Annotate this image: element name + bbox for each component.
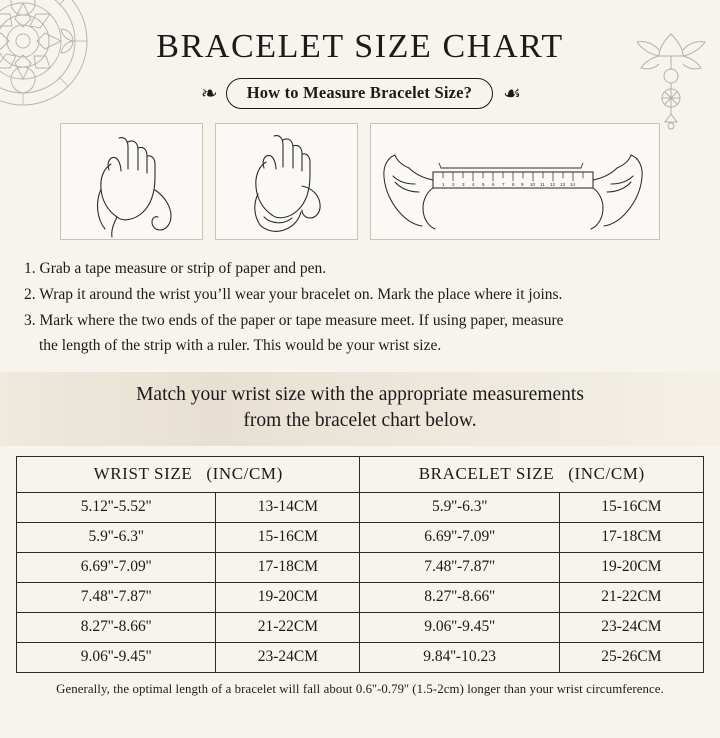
cell-wrist-inch: 8.27''-8.66'' (17, 612, 216, 642)
cell-wrist-cm: 23-24CM (216, 642, 360, 672)
match-size-banner (0, 372, 720, 445)
cell-wrist-inch: 7.48''-7.87'' (17, 582, 216, 612)
illustration-hand-wrapping-wrist (215, 123, 358, 240)
cell-wrist-inch: 5.12''-5.52'' (17, 492, 216, 522)
step-number: 2. (24, 286, 36, 304)
cell-bracelet-inch: 5.9''-6.3'' (360, 492, 559, 522)
cell-wrist-cm: 21-22CM (216, 612, 360, 642)
cell-wrist-inch: 9.06''-9.45'' (17, 642, 216, 672)
svg-text:5: 5 (482, 182, 485, 187)
cell-bracelet-cm: 25-26CM (559, 642, 703, 672)
svg-text:2: 2 (452, 182, 455, 187)
svg-text:9: 9 (521, 182, 524, 187)
step-text-continued: the length of the strip with a ruler. This would be your wrist size. (39, 337, 442, 355)
cell-wrist-cm: 13-14CM (216, 492, 360, 522)
svg-text:1: 1 (442, 182, 445, 187)
column-header-wrist-unit: (INC/CM) (206, 463, 283, 483)
cell-bracelet-inch: 8.27''-8.66'' (360, 582, 559, 612)
illustration-hand-with-tape-measure (60, 123, 203, 240)
cell-bracelet-inch: 9.06''-9.45'' (360, 612, 559, 642)
cell-bracelet-cm: 21-22CM (559, 582, 703, 612)
cell-bracelet-inch: 9.84''-10.23 (360, 642, 559, 672)
illustration-row (0, 123, 720, 240)
cell-wrist-cm: 17-18CM (216, 552, 360, 582)
page-title: BRACELET SIZE CHART (156, 28, 564, 65)
flourish-right-icon: ☙ (503, 82, 520, 105)
instructions-list (0, 256, 720, 358)
table-row (17, 612, 704, 642)
subtitle-pill: How to Measure Bracelet Size? (226, 78, 493, 109)
svg-text:10: 10 (530, 182, 536, 187)
table-header-row (17, 456, 704, 492)
cell-wrist-cm: 15-16CM (216, 522, 360, 552)
column-header-wrist-size (17, 456, 360, 492)
list-item (24, 282, 694, 307)
cell-wrist-cm: 19-20CM (216, 582, 360, 612)
cell-bracelet-inch: 6.69''-7.09'' (360, 522, 559, 552)
table-row (17, 492, 704, 522)
cell-bracelet-inch: 7.48''-7.87'' (360, 552, 559, 582)
list-item (24, 256, 694, 281)
cell-bracelet-cm: 23-24CM (559, 612, 703, 642)
step-number: 1. (24, 260, 36, 277)
cell-wrist-inch: 6.69''-7.09'' (17, 552, 216, 582)
subtitle-row (0, 78, 720, 109)
svg-text:4: 4 (472, 182, 475, 187)
table-row (17, 642, 704, 672)
table-row (17, 582, 704, 612)
banner-line-1: Match your wrist size with the appropriate measurements (136, 384, 584, 406)
footnote: Generally, the optimal length of a bracelet will fall about 0.6''-0.79'' (1.5-2cm) longer than your wrist circumference. (56, 681, 664, 696)
column-header-bracelet-label: BRACELET SIZE (418, 463, 555, 483)
column-header-bracelet-unit: (INC/CM) (568, 463, 645, 483)
flourish-left-icon: ❧ (200, 82, 216, 105)
list-item (24, 308, 694, 358)
column-header-bracelet-size (360, 456, 704, 492)
table-row (17, 522, 704, 552)
step-number: 3. (24, 312, 36, 330)
step-text: Mark where the two ends of the paper or tape measure meet. If using paper, measure (39, 312, 564, 330)
bracelet-size-chart-page (0, 18, 720, 738)
size-table (16, 456, 704, 673)
svg-text:14: 14 (570, 182, 576, 187)
svg-text:6: 6 (492, 182, 495, 187)
cell-wrist-inch: 5.9''-6.3'' (17, 522, 216, 552)
svg-text:12: 12 (550, 182, 556, 187)
svg-text:8: 8 (512, 182, 515, 187)
cell-bracelet-cm: 19-20CM (559, 552, 703, 582)
table-row (17, 552, 704, 582)
step-text: Wrap it around the wrist you’ll wear your bracelet on. Mark the place where it joins. (39, 286, 563, 304)
svg-text:11: 11 (540, 182, 545, 187)
svg-text:3: 3 (462, 182, 465, 187)
step-text: Grab a tape measure or strip of paper and pen. (39, 260, 327, 277)
cell-bracelet-cm: 15-16CM (559, 492, 703, 522)
illustration-hands-measuring-with-ruler (370, 123, 660, 240)
banner-line-2: from the bracelet chart below. (243, 410, 477, 432)
column-header-wrist-label: WRIST SIZE (93, 463, 193, 483)
cell-bracelet-cm: 17-18CM (559, 522, 703, 552)
svg-text:13: 13 (560, 182, 566, 187)
svg-text:7: 7 (502, 182, 505, 187)
